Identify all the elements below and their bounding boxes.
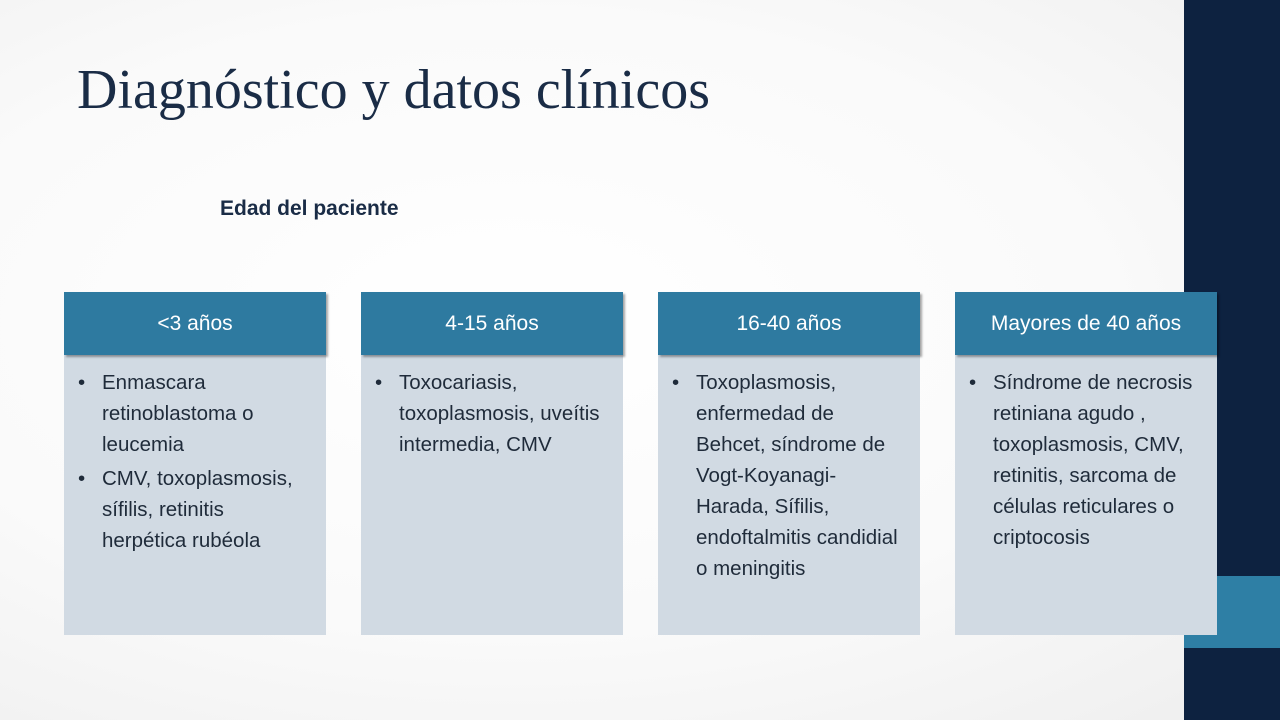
- column-body: [361, 355, 623, 635]
- list-item: • CMV, toxoplasmosis, sífilis, retinitis herpética rubéola: [78, 463, 312, 556]
- column-body: [955, 355, 1217, 635]
- age-column-16-40: [658, 292, 920, 580]
- column-header: Mayores de 40 años: [955, 292, 1217, 355]
- list-item: • Toxocariasis, toxoplasmosis, uveítis intermedia, CMV: [375, 367, 609, 460]
- column-header: 4-15 años: [361, 292, 623, 355]
- slide-subtitle: Edad del paciente: [220, 197, 399, 220]
- slide-title: Diagnóstico y datos clínicos: [77, 59, 711, 121]
- age-column-4-15: [361, 292, 623, 456]
- column-header: 16-40 años: [658, 292, 920, 355]
- column-header: <3 años: [64, 292, 326, 355]
- list-item: • Toxoplasmosis, enfermedad de Behcet, síndrome de Vogt-Koyanagi-Harada, Sífilis, endoftalmitis candidial o meningitis: [672, 367, 906, 584]
- list-item: • Síndrome de necrosis retiniana agudo , toxoplasmosis, CMV, retinitis, sarcoma de células reticulares o criptocosis: [969, 367, 1203, 553]
- age-column-under-3: [64, 292, 326, 552]
- list-item: • Enmascara retinoblastoma o leucemia: [78, 367, 312, 460]
- column-body: [64, 355, 326, 635]
- age-column-over-40: [955, 292, 1217, 549]
- column-body: [658, 355, 920, 635]
